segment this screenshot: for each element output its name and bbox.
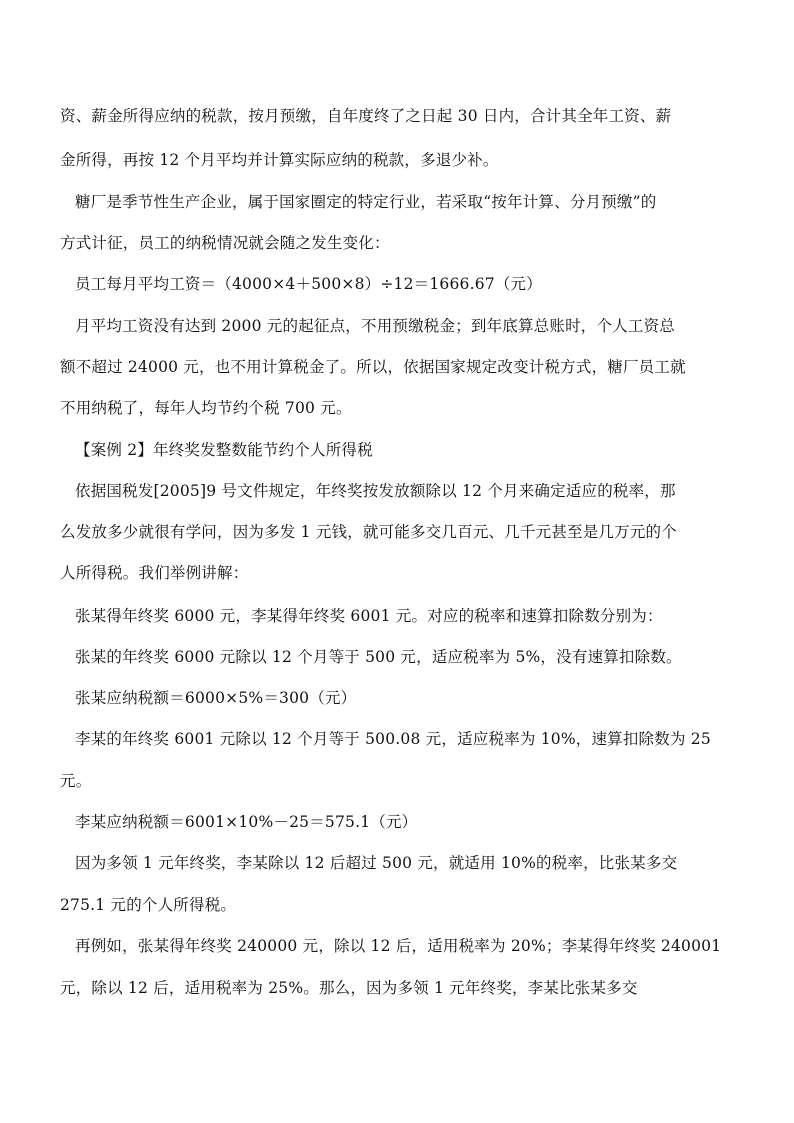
text-line-14: 张某的年终奖 6000 元除以 12 个月等于 500 元，适应税率为 5%，没有速算扣除数。 xyxy=(75,648,682,666)
text-line-3: 糖厂是季节性生产企业，属于国家圈定的特定行业，若采取“按年计算、分月预缴”的 xyxy=(75,193,657,211)
text-line-1: 资、薪金所得应纳的税款，按月预缴，自年度终了之日起 30 日内，合计其全年工资、薪 xyxy=(60,107,672,125)
text-line-6: 月平均工资没有达到 2000 元的起征点，不用预缴税金；到年底算总账时，个人工资总 xyxy=(75,317,676,335)
text-line-11: 么发放多少就很有学问，因为多发 1 元钱，就可能多交几百元、几千元甚至是几万元的个 xyxy=(60,523,677,541)
text-line-15: 张某应纳税额＝6000×5%＝300（元） xyxy=(75,689,357,707)
text-line-13: 张某得年终奖 6000 元，李某得年终奖 6001 元。对应的税率和速算扣除数分别为： xyxy=(75,607,663,625)
text-line-4: 方式计征，员工的纳税情况就会随之发生变化： xyxy=(60,234,390,252)
text-line-20: 275.1 元的个人所得税。 xyxy=(60,896,237,914)
text-line-12: 人所得税。我们举例讲解： xyxy=(60,564,249,582)
text-line-2: 金所得，再按 12 个月平均并计算实际应纳的税款，多退少补。 xyxy=(60,151,499,169)
case-heading: 【案例 2】年终奖发整数能节约个人所得税 xyxy=(75,441,373,459)
text-line-19: 因为多领 1 元年终奖，李某除以 12 后超过 500 元，就适用 10%的税率，比张某多交 xyxy=(75,854,678,872)
text-line-16: 李某的年终奖 6001 元除以 12 个月等于 500.08 元，适应税率为 10%，速算扣除数为 25 xyxy=(75,730,711,748)
text-line-5: 员工每月平均工资＝（4000×4＋500×8）÷12＝1666.67（元） xyxy=(75,275,542,293)
text-line-21: 再例如，张某得年终奖 240000 元，除以 12 后，适用税率为 20%；李某得年终奖 240001 xyxy=(75,937,722,955)
text-line-7: 额不超过 24000 元，也不用计算税金了。所以，依据国家规定改变计税方式，糖厂员工就 xyxy=(60,358,686,376)
text-line-22: 元，除以 12 后，适用税率为 25%。那么，因为多领 1 元年终奖，李某比张某多交 xyxy=(60,979,638,997)
text-line-8: 不用纳税了，每年人均节约个税 700 元。 xyxy=(60,399,352,417)
text-line-17: 元。 xyxy=(60,772,92,790)
text-line-18: 李某应纳税额＝6001×10%－25＝575.1（元） xyxy=(75,813,418,831)
text-line-10: 依据国税发[2005]9 号文件规定，年终奖按发放额除以 12 个月来确定适应的税率，那 xyxy=(75,482,676,500)
